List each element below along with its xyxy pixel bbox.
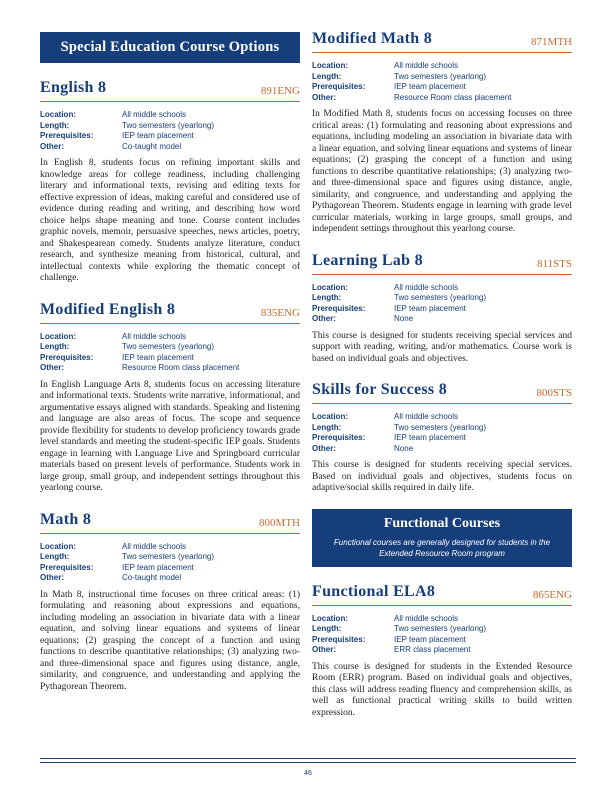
course-meta <box>40 110 300 152</box>
course-title: English 8 <box>40 79 107 96</box>
location-value: All middle schools <box>394 282 459 292</box>
course-description: In English 8, students focus on refining important skills and knowledge areas for college readiness, including challenging literary and informational texts, revising and editing texts for effective expression of ideas, making careful and considered use of evidence during reading and writing, and describing how word choice helps shape meaning and tone. Course content includes graphic novels, memoir, persuasive speeches, news articles, poetry, and Shakespearean comedy. Students analyze literature, conduct research, and synthesize meaning from historical, cultural, and intellectual contexts while exploring the thematic concept of challenge. <box>40 158 300 283</box>
course-code: 871MTH <box>531 36 572 48</box>
prerequisites-value: IEP team placement <box>122 131 194 140</box>
location-value: All middle schools <box>122 110 187 119</box>
course-code: 811STS <box>536 257 572 270</box>
footer-rule-bottom <box>40 762 576 763</box>
location-label: Location: <box>312 282 348 292</box>
course-header <box>40 79 300 102</box>
course-math-8 <box>40 511 300 694</box>
prerequisites-label: Prerequisites: <box>312 634 366 644</box>
location-value: All middle schools <box>122 541 187 551</box>
other-label: Other: <box>312 443 336 453</box>
prerequisites-value: IEP team placement <box>394 303 466 313</box>
other-label: Other: <box>40 573 64 582</box>
location-label: Location: <box>40 331 76 341</box>
length-value: Two semesters (yearlong) <box>394 422 487 432</box>
prerequisites-value: IEP team placement <box>122 562 194 572</box>
length-value: Two semesters (yearlong) <box>122 552 215 561</box>
location-label: Location: <box>40 541 76 551</box>
course-functional-ela8 <box>312 583 572 720</box>
other-value: Co-taught model <box>122 573 182 582</box>
course-code: 800STS <box>536 387 572 399</box>
course-header <box>312 30 572 53</box>
course-meta <box>312 283 572 325</box>
prerequisites-value: IEP team placement <box>394 82 466 91</box>
course-meta <box>312 61 572 103</box>
course-description: In Modified Math 8, students focus on accessing focuses on three critical areas: (1) formulating and reasoning about expressions and equations, including modeling an association in bivariate data with a linear equation, and solving linear equations and systems of linear equations; (2) grasping the concept of a function and using functions to describe quantitative relationships; (3) analyzing two- and three-dimensional space and figures using distance, angle, similarity, and congruence, and understanding and applying the Pythagorean Theorem. Students engage in learning with grade level curricular materials, working in large groups, small groups, and independent settings throughout this yearlong course. <box>312 109 572 234</box>
other-label: Other: <box>312 314 336 323</box>
course-description: This course is designed for students receiving special services. Based on individual goals and objectives, students focus on adaptive/social skills required in daily life. <box>312 460 572 493</box>
prerequisites-label: Prerequisites: <box>312 82 366 91</box>
course-learning-lab-8 <box>312 252 572 366</box>
course-description: This course is designed for students in the Extended Resource Room (ERR) program. Based on individual goals and objectives, this class will address reading fluency and comprehension skills, as well as functional practical writing skills to build written expression. <box>312 661 572 718</box>
length-label: Length: <box>312 71 342 81</box>
prerequisites-label: Prerequisites: <box>40 562 94 572</box>
prerequisites-value: IEP team placement <box>122 352 194 362</box>
other-value: Resource Room class placement <box>122 363 240 372</box>
other-value: None <box>394 314 414 323</box>
course-code: 865ENG <box>532 588 572 601</box>
other-value: None <box>394 443 414 453</box>
course-modified-english-8 <box>40 301 300 495</box>
course-title: Skills for Success 8 <box>312 381 448 398</box>
length-label: Length: <box>312 422 342 432</box>
prerequisites-label: Prerequisites: <box>312 433 366 442</box>
page-number: 46 <box>304 770 312 777</box>
course-meta <box>40 542 300 584</box>
course-meta <box>312 412 572 454</box>
section-banner: Special Education Course Options <box>40 32 300 63</box>
prerequisites-label: Prerequisites: <box>40 131 94 140</box>
course-code: 800MTH <box>259 516 300 529</box>
functional-banner-title: Functional Courses <box>383 515 501 531</box>
length-label: Length: <box>312 624 342 633</box>
course-title: Learning Lab 8 <box>312 251 423 269</box>
length-label: Length: <box>40 120 70 130</box>
course-code: 835ENG <box>260 306 300 319</box>
functional-banner-subtitle: Functional courses are generally designed for students in the Extended Resource Room program <box>333 537 551 558</box>
location-value: All middle schools <box>394 613 459 623</box>
location-label: Location: <box>40 110 76 119</box>
length-value: Two semesters (yearlong) <box>394 624 487 633</box>
other-value: Co-taught model <box>122 141 182 151</box>
location-value: All middle schools <box>394 61 459 70</box>
course-description: This course is designed for students receiving special services and support with reading, writing, and/or mathematics. Course work is based on individual goals and objectives. <box>312 330 572 364</box>
other-value: ERR class placement <box>394 645 471 654</box>
course-title: Functional ELA8 <box>312 582 436 600</box>
course-title: Modified Math 8 <box>312 30 433 47</box>
other-label: Other: <box>40 363 64 372</box>
course-title: Math 8 <box>40 510 92 528</box>
location-value: All middle schools <box>122 331 187 341</box>
other-label: Other: <box>312 645 336 654</box>
course-title: Modified English 8 <box>40 300 176 318</box>
length-label: Length: <box>312 293 342 302</box>
course-header <box>312 583 572 606</box>
length-value: Two semesters (yearlong) <box>394 71 487 81</box>
course-description: In English Language Arts 8, students focus on accessing literature and informational texts. Students write narrative, informational, and argumentative essays aligned with standards. Speaking and listening and language are also areas of focus. The scope and sequence provide flexibility for students to develop proficiency towards grade level standards and meeting the student-specific IEP goals. Students engage in learning with Language Live and Springboard curricular materials based on present levels of performance. Students work in large group, small group, and independent settings throughout this yearlong course. <box>40 379 300 493</box>
length-value: Two semesters (yearlong) <box>122 120 215 130</box>
prerequisites-label: Prerequisites: <box>40 352 94 362</box>
location-label: Location: <box>312 61 348 70</box>
length-label: Length: <box>40 552 70 561</box>
length-label: Length: <box>40 342 70 351</box>
other-label: Other: <box>312 92 336 102</box>
course-description: In Math 8, instructional time focuses on three critical areas: (1) formulating and reasoning about expressions and equations, including modeling an association in bivariate data with a linear equation, and solving linear equations and systems of linear equations; (2) grasping the concept of a function and using functions to describe quantitative relationships; (3) analyzing two- and three-dimensional space and figures using distance, angle, similarity, and congruence, and understanding and applying the Pythagorean Theorem. <box>40 589 300 692</box>
course-code: 891ENG <box>260 85 300 97</box>
left-column <box>40 32 300 693</box>
length-value: Two semesters (yearlong) <box>122 342 215 351</box>
course-meta <box>312 614 572 656</box>
prerequisites-value: IEP team placement <box>394 634 466 644</box>
prerequisites-label: Prerequisites: <box>312 303 366 313</box>
location-label: Location: <box>312 412 348 421</box>
other-value: Resource Room class placement <box>394 92 512 102</box>
other-label: Other: <box>40 141 64 151</box>
location-value: All middle schools <box>394 412 459 421</box>
course-english-8 <box>40 79 300 285</box>
course-header <box>312 381 572 404</box>
course-modified-math-8 <box>312 30 572 236</box>
right-column <box>312 30 572 719</box>
prerequisites-value: IEP team placement <box>394 433 466 442</box>
course-meta <box>40 332 300 374</box>
course-header <box>312 252 572 275</box>
footer-rule-top <box>40 758 576 759</box>
functional-courses-banner <box>312 509 572 567</box>
length-value: Two semesters (yearlong) <box>394 293 487 302</box>
course-skills-for-success-8 <box>312 381 572 495</box>
course-header <box>40 511 300 534</box>
course-header <box>40 301 300 324</box>
location-label: Location: <box>312 613 348 623</box>
footer-rule <box>40 758 576 763</box>
